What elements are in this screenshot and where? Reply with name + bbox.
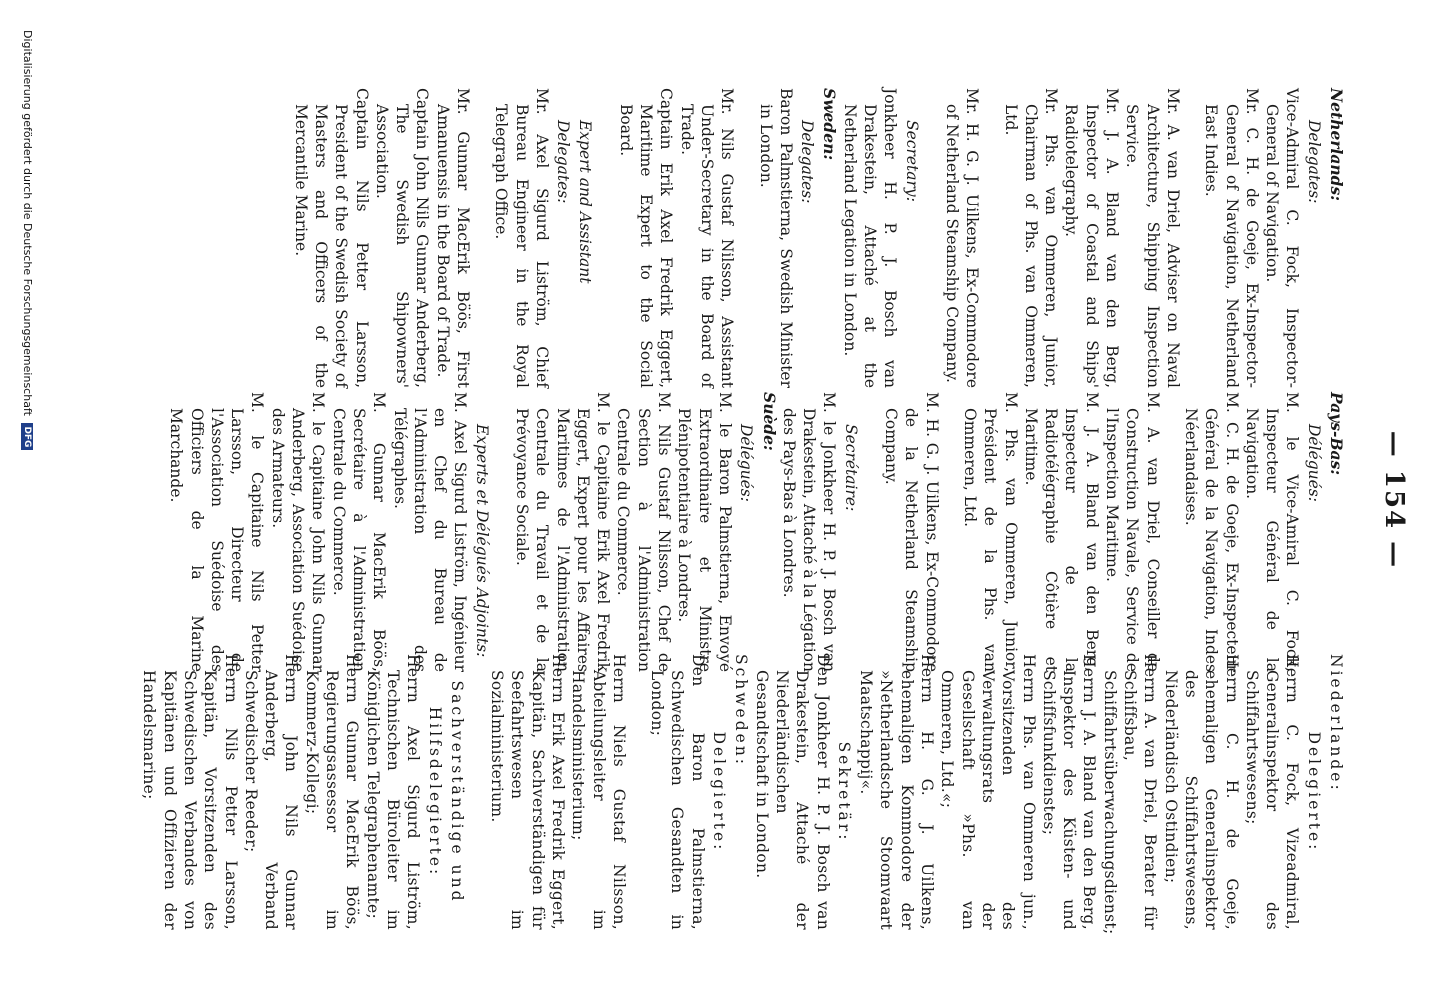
section-heading-experts-cont: Delegates: bbox=[554, 120, 573, 204]
list-item: Vice-Admiral C. Fock, Inspector-General of Navigation. bbox=[1263, 88, 1302, 388]
list-item: Herrn Phs. van Ommeren jun., Vorsitzenden des Verwaltungsrats der Gesellschaft »Phs. van Ommeren, Ltd.«; bbox=[938, 654, 1038, 930]
section-heading-delegates: Delegierte: bbox=[1304, 731, 1323, 853]
list-item: M. le Jonkheer H. P. J. Bosch van Drakestein, Attaché à la Légation des Pays-Bas à Londres. bbox=[779, 392, 839, 672]
french-column bbox=[166, 392, 1346, 672]
list-item: M. le Capitaine Erik Axel Fredrik Eggert, Expert pour les Affaires Maritimes de l'Administration Centrale du Travail et de la Prévoyance Sociale. bbox=[513, 392, 613, 672]
country-heading-sweden: Suède: bbox=[759, 392, 779, 451]
list-item: Herrn Niels Gustaf Nilsson, Abteilungsleiter im Handelsministerium; bbox=[569, 654, 628, 930]
list-item: Jonkheer H. P. J. Bosch van Drakestein, Attaché at the Netherland Legation in London. bbox=[840, 88, 900, 388]
list-item: Herrn John Nils Gunnar Anderberg, Verband Schwedischer Reeder; bbox=[241, 654, 301, 930]
list-item: Captain John Nils Gunnar Anderberg, The Swedish Shipowners' Association. bbox=[372, 88, 432, 388]
list-item: M. A. van Driel, Conseiller de Construction Navale, Service de l'Inspection Maritime. bbox=[1103, 392, 1162, 672]
section-heading-delegates: Delegierte: bbox=[710, 731, 729, 853]
section-heading-experts: Expert and Assistant bbox=[576, 120, 595, 284]
list-item: M. Axel Sigurd Liström, Ingénieur en Chef du Bureau de l'Administration des Télégraphes. bbox=[390, 392, 470, 672]
list-item: M. J. A. Bland van den Berg, Inspecteur de la Radiotélégraphie Côtière et Maritime. bbox=[1021, 392, 1101, 672]
list-item: M. C. H. de Goeje, Ex-Inspecteur Général de la Navigation, Indes Néerlandaises. bbox=[1181, 392, 1241, 672]
list-item: Den Baron Palmstierna, Schwedischen Gesandten in London; bbox=[648, 654, 707, 930]
list-item: M. le Capitaine John Nils Gunnar Anderberg, Association Suédoise des Armateurs. bbox=[268, 392, 328, 672]
list-item: Mr. Phs. van Ommeren, Junior, Chairman of Phs. van Ommeren, Ltd. bbox=[1001, 88, 1061, 388]
dfg-logo: DFG bbox=[21, 423, 33, 450]
section-heading-delegates: Délégués: bbox=[1304, 424, 1323, 502]
list-item: Baron Palmstierna, Swedish Minister in London. bbox=[756, 88, 795, 388]
list-item: Captain Nils Petter Larsson, President of the Swedish Society of Masters and Officers of the Mercantile Marine. bbox=[291, 88, 371, 388]
country-heading-netherlands: Niederlande: bbox=[1327, 654, 1345, 793]
section-heading-secretary: Secrétaire: bbox=[841, 424, 860, 512]
list-item: Mr. J. A. Bland van den Berg, Inspector of Coastal and Ships' Radiotelegraphy. bbox=[1062, 88, 1122, 388]
german-column bbox=[139, 654, 1346, 935]
list-item: M. H. G. J. Uilkens, Ex-Commodore de la Netherland Steamship Company. bbox=[882, 392, 941, 672]
country-heading-netherlands: Pays-Bas: bbox=[1327, 392, 1346, 476]
section-heading-experts-cont: Hilfsdelegierte: bbox=[425, 706, 444, 878]
list-item: Herrn A. van Driel, Berater für Schiffsbau, Schiffahrtsüberwachungsdienst; bbox=[1100, 654, 1160, 935]
digitization-credit bbox=[21, 30, 34, 450]
list-item: Mr. A. van Driel, Adviser on Naval Architecture, Shipping Inspection Service. bbox=[1123, 88, 1182, 388]
section-heading-delegates: Délégués: bbox=[737, 424, 756, 502]
list-item: Herrn C. H. de Goeje, ehemaligen Generalinspektor des Schiffahrtswesens, Niederländisch Ostindien; bbox=[1161, 654, 1241, 930]
list-item: Mr. Gunnar MacErik Böös, First Amanuensis in the Board of Trade. bbox=[433, 88, 473, 388]
list-item: M. Nils Gustaf Nilsson, Chef de Section à l'Administration Centrale du Commerce. bbox=[614, 392, 674, 672]
list-item: Herrn Gunnar MacErik Böös, Regierungsassessor im Kommerz-Kollegi; bbox=[302, 654, 362, 930]
section-heading-experts: Experts et Délégués Adjoints: bbox=[472, 424, 491, 658]
list-item: Herrn H. G. J. Uilkens, ehemaligen Kommodore der »Netherlandsche Stoomvaart Maatschappij«. bbox=[857, 654, 937, 930]
list-item: Mr. H. G. J. Uilkens, Ex-Commodore of Netherland Steamship Company. bbox=[942, 88, 982, 388]
list-item: Herrn Nils Petter Larsson, Kapitän, Vorsitzenden des Schwedischen Verbandes von Kapitänen und Offizieren der Handelsmarine; bbox=[140, 654, 240, 930]
section-heading-delegates: Delegates: bbox=[798, 120, 817, 204]
list-item: Den Jonkheer H. P. J. Bosch van Drakestein, Attaché der Niederländischen Gesandtschaft in London. bbox=[752, 654, 832, 930]
list-item: M. le Vice-Amiral C. Fock, Inspecteur Général de la Navigation. bbox=[1242, 392, 1302, 672]
section-heading-secretary: Secretary: bbox=[902, 120, 921, 202]
country-heading-sweden: Schweden: bbox=[732, 654, 751, 768]
list-item: Mr. C. H. de Goeje, Ex-Inspector-General of Navigation, Netherland East Indies. bbox=[1202, 88, 1261, 388]
section-heading-secretary: Sekretär: bbox=[834, 741, 853, 843]
list-item: M. le Baron Palmstierna, Envoyé Extraordinaire et Ministre Plénipotentiaire à Londres. bbox=[675, 392, 734, 672]
list-item: Mr. Nils Gustaf Nilsson, Assistant Under-Secretary in the Board of Trade. bbox=[677, 88, 737, 388]
list-item: M. le Capitaine Nils Petter Larsson, Directeur de l'Association Suédoise des Officiers de la Marine Marchande. bbox=[167, 392, 267, 672]
list-item: Captain Erik Axel Fredrik Eggert, Maritime Expert to the Social Board. bbox=[616, 88, 676, 388]
list-item: Mr. Axel Sigurd Liström, Chief Bureau Engineer in the Royal Telegraph Office. bbox=[492, 88, 551, 388]
list-item: M. Phs. van Ommeren, Junior, Président de la Phs. van Ommeren, Ltd. bbox=[960, 392, 1020, 672]
list-item: Herrn J. A. Bland van den Berg, Inspektor des Küsten- und Schiffsfunkdienstes; bbox=[1039, 654, 1099, 930]
digitization-credit-text: Digitalisierung gefördert durch die Deutsche Forschungsgemeinschaft bbox=[21, 30, 34, 416]
english-column bbox=[290, 88, 1346, 388]
list-item: Herrn Axel Sigurd Liström, Technischen Büroleiter im Königlichen Telegraphenamte; bbox=[363, 654, 423, 930]
section-heading-delegates: Delegates: bbox=[1304, 120, 1323, 204]
list-item: Herrn Erik Axel Fredrik Eggert, Kapitän, Sachverständigen für Seefahrtswesen im Sozialministerium. bbox=[488, 654, 568, 930]
list-item: Herrn C. Fock, Vizeadmiral, Generalinspektor des Schiffahrtswesens; bbox=[1242, 654, 1302, 930]
country-heading-netherlands: Netherlands: bbox=[1327, 88, 1346, 201]
list-item: M. Gunnar MacErik Böös, Secrétaire à l'Administration Centrale du Commerce. bbox=[329, 392, 389, 672]
country-heading-sweden: Sweden: bbox=[820, 88, 840, 161]
section-heading-experts: Sachverständige und bbox=[447, 680, 466, 904]
page-number: — 154 — bbox=[1379, 430, 1409, 570]
